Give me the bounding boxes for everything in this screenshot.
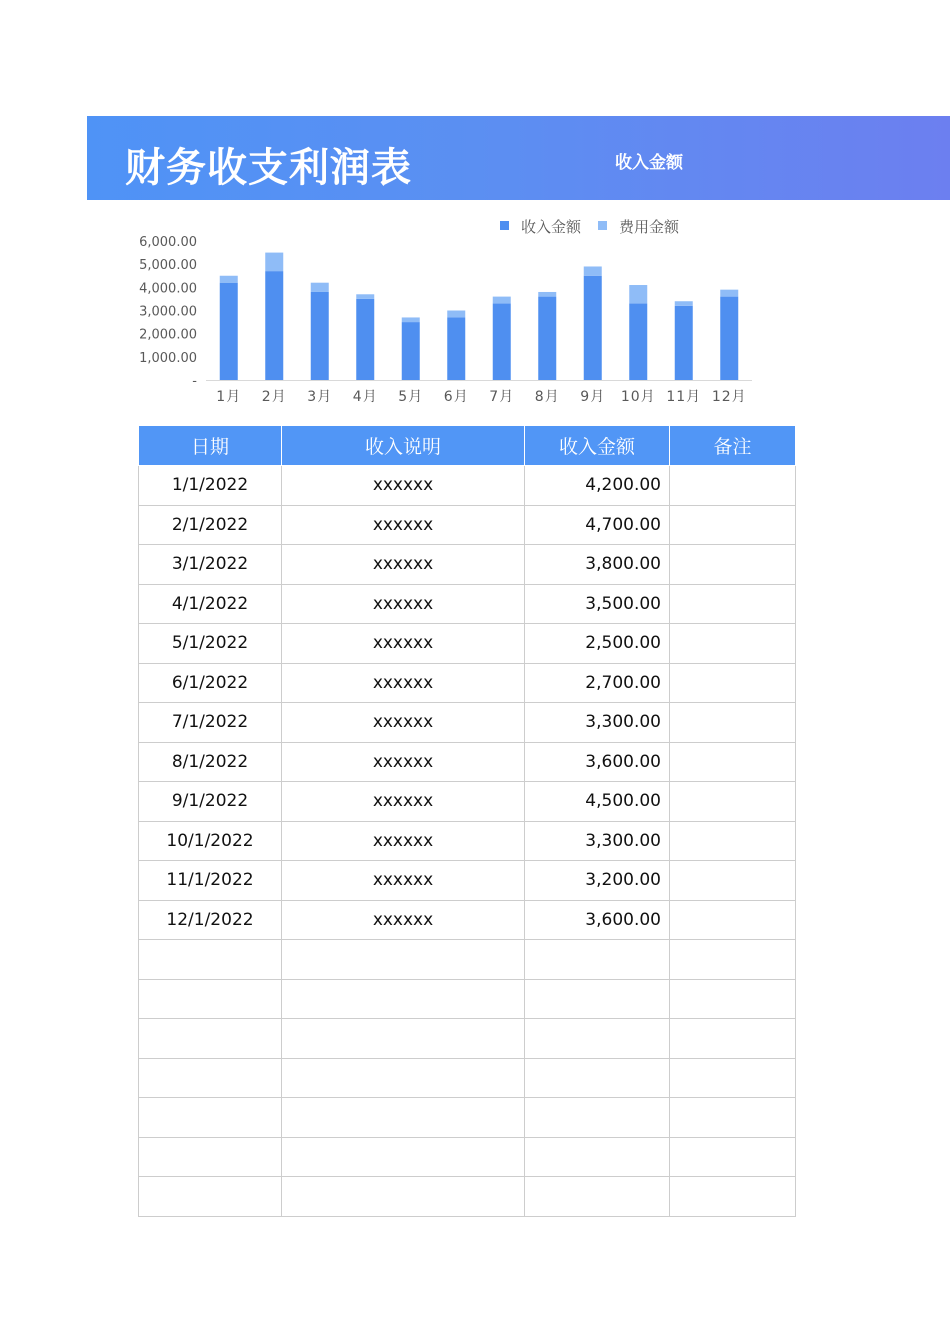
cell-note[interactable]: [670, 940, 796, 980]
cell-note[interactable]: [670, 742, 796, 782]
cell-note[interactable]: [670, 900, 796, 940]
expense-bar: [538, 292, 556, 297]
table-row: [139, 505, 796, 545]
cell-date[interactable]: 11/1/2022: [139, 861, 282, 901]
legend-expense-label: 费用金额: [619, 218, 680, 236]
cell-amount[interactable]: 4,500.00: [525, 782, 670, 822]
cell-note[interactable]: [670, 466, 796, 506]
cell-amount[interactable]: 3,200.00: [525, 861, 670, 901]
cell-note[interactable]: [670, 1137, 796, 1177]
x-tick-label: 6月: [443, 389, 469, 405]
cell-note[interactable]: [670, 821, 796, 861]
table-row: [139, 545, 796, 585]
income-bar: [265, 271, 283, 380]
table-row: [139, 1137, 796, 1177]
cell-description[interactable]: [282, 1019, 525, 1059]
expense-bar: [265, 253, 283, 272]
x-tick-label: 1月: [216, 389, 242, 405]
income-bar: [356, 299, 374, 380]
expense-bar: [220, 276, 238, 283]
cell-description[interactable]: xxxxxx: [282, 663, 525, 703]
cell-date[interactable]: 1/1/2022: [139, 466, 282, 506]
table-row: [139, 821, 796, 861]
expense-bar: [493, 297, 511, 304]
x-tick-label: 9月: [580, 389, 606, 405]
y-tick-label: 6,000.00: [139, 235, 197, 250]
cell-date[interactable]: 8/1/2022: [139, 742, 282, 782]
cell-date[interactable]: 7/1/2022: [139, 703, 282, 743]
cell-note[interactable]: [670, 1177, 796, 1217]
cell-note[interactable]: [670, 1019, 796, 1059]
table-row: [139, 466, 796, 506]
income-bar: [447, 317, 465, 380]
cell-note[interactable]: [670, 782, 796, 822]
income-bar: [402, 322, 420, 380]
cell-amount[interactable]: 3,500.00: [525, 584, 670, 624]
cell-date[interactable]: [139, 940, 282, 980]
cell-description[interactable]: [282, 940, 525, 980]
cell-date[interactable]: 6/1/2022: [139, 663, 282, 703]
expense-bar: [311, 283, 329, 292]
table-row: [139, 940, 796, 980]
cell-note[interactable]: [670, 703, 796, 743]
y-tick-label: 4,000.00: [139, 281, 197, 297]
legend-expense-swatch: [598, 221, 607, 230]
cell-description[interactable]: xxxxxx: [282, 545, 525, 585]
cell-amount[interactable]: 3,600.00: [525, 900, 670, 940]
cell-amount[interactable]: [525, 1177, 670, 1217]
cell-description[interactable]: xxxxxx: [282, 584, 525, 624]
table-row: [139, 584, 796, 624]
cell-amount[interactable]: [525, 1058, 670, 1098]
table-row: [139, 1019, 796, 1059]
cell-note[interactable]: [670, 584, 796, 624]
table-row: [139, 1098, 796, 1138]
y-tick-label: 1,000.00: [139, 350, 197, 366]
table-row: [139, 782, 796, 822]
cell-description[interactable]: xxxxxx: [282, 821, 525, 861]
cell-description[interactable]: [282, 1137, 525, 1177]
table-row: [139, 742, 796, 782]
income-bar: [629, 304, 647, 380]
cell-date[interactable]: 3/1/2022: [139, 545, 282, 585]
x-tick-label: 5月: [398, 389, 424, 405]
column-header-note: 备注: [670, 426, 796, 466]
x-tick-label: 11月: [666, 389, 702, 405]
table-row: [139, 663, 796, 703]
y-tick-label: 3,000.00: [139, 304, 197, 320]
cell-note[interactable]: [670, 979, 796, 1019]
cell-description[interactable]: xxxxxx: [282, 624, 525, 664]
cell-note[interactable]: [670, 505, 796, 545]
cell-amount[interactable]: 3,800.00: [525, 545, 670, 585]
column-header-description: 收入说明: [282, 426, 525, 466]
table-row: [139, 1058, 796, 1098]
cell-description[interactable]: xxxxxx: [282, 505, 525, 545]
table-row: [139, 900, 796, 940]
cell-date[interactable]: 12/1/2022: [139, 900, 282, 940]
cell-amount[interactable]: [525, 1098, 670, 1138]
cell-amount[interactable]: [525, 1019, 670, 1059]
cell-amount[interactable]: 4,700.00: [525, 505, 670, 545]
y-tick-label: 5,000.00: [139, 258, 197, 274]
x-tick-label: 3月: [307, 389, 333, 405]
cell-note[interactable]: [670, 624, 796, 664]
cell-date[interactable]: [139, 1177, 282, 1217]
x-tick-label: 2月: [261, 389, 287, 405]
table-row: [139, 1177, 796, 1217]
cell-amount[interactable]: 3,600.00: [525, 742, 670, 782]
cell-description[interactable]: xxxxxx: [282, 703, 525, 743]
cell-note[interactable]: [670, 1058, 796, 1098]
table-row: [139, 703, 796, 743]
cell-date[interactable]: [139, 979, 282, 1019]
cell-description[interactable]: xxxxxx: [282, 900, 525, 940]
cell-amount[interactable]: [525, 1137, 670, 1177]
cell-description[interactable]: [282, 1098, 525, 1138]
cell-note[interactable]: [670, 663, 796, 703]
income-bar: [220, 283, 238, 380]
cell-note[interactable]: [670, 861, 796, 901]
expense-bar: [629, 285, 647, 304]
y-tick-label: 2,000.00: [139, 327, 197, 343]
table-row: [139, 861, 796, 901]
cell-date[interactable]: 9/1/2022: [139, 782, 282, 822]
x-tick-label: 8月: [534, 389, 560, 405]
cell-amount[interactable]: [525, 940, 670, 980]
x-tick-label: 4月: [352, 389, 378, 405]
table-row: [139, 624, 796, 664]
legend-income-swatch: [500, 221, 509, 230]
cell-date[interactable]: 10/1/2022: [139, 821, 282, 861]
cell-note[interactable]: [670, 1098, 796, 1138]
x-tick-label: 10月: [620, 389, 656, 405]
cell-amount[interactable]: 3,300.00: [525, 703, 670, 743]
cell-date[interactable]: [139, 1019, 282, 1059]
cell-description[interactable]: [282, 1177, 525, 1217]
cell-description[interactable]: xxxxxx: [282, 861, 525, 901]
cell-date[interactable]: 4/1/2022: [139, 584, 282, 624]
cell-description[interactable]: [282, 979, 525, 1019]
column-header-amount: 收入金额: [525, 426, 670, 466]
column-header-date: 日期: [139, 426, 282, 466]
cell-date[interactable]: [139, 1137, 282, 1177]
cell-amount[interactable]: 2,500.00: [525, 624, 670, 664]
income-bar: [720, 297, 738, 380]
x-tick-label: 7月: [489, 389, 515, 405]
cell-amount[interactable]: 4,200.00: [525, 466, 670, 506]
x-tick-label: 12月: [711, 389, 747, 405]
expense-bar: [356, 294, 374, 299]
cell-description[interactable]: [282, 1058, 525, 1098]
table-header-row: [139, 426, 796, 466]
expense-bar: [584, 266, 602, 275]
cell-date[interactable]: 2/1/2022: [139, 505, 282, 545]
cell-date[interactable]: [139, 1098, 282, 1138]
income-bar: [584, 276, 602, 380]
cell-date[interactable]: 5/1/2022: [139, 624, 282, 664]
title-banner: [87, 116, 950, 200]
income-bar: [675, 306, 693, 380]
cell-amount[interactable]: 3,300.00: [525, 821, 670, 861]
income-bar: [311, 292, 329, 380]
y-tick-label: -: [192, 374, 197, 389]
income-bar: [493, 304, 511, 380]
income-bar: [538, 297, 556, 380]
cell-description[interactable]: xxxxxx: [282, 782, 525, 822]
cell-amount[interactable]: [525, 979, 670, 1019]
page-title: 财务收支利润表: [125, 145, 412, 191]
expense-bar: [675, 301, 693, 306]
income-table: [138, 425, 796, 1217]
cell-note[interactable]: [670, 545, 796, 585]
cell-date[interactable]: [139, 1058, 282, 1098]
expense-bar: [447, 311, 465, 318]
banner-subtitle: 收入金额: [615, 153, 683, 173]
income-expense-chart: [120, 208, 770, 413]
expense-bar: [402, 317, 420, 322]
cell-amount[interactable]: 2,700.00: [525, 663, 670, 703]
cell-description[interactable]: xxxxxx: [282, 742, 525, 782]
expense-bar: [720, 290, 738, 297]
table-row: [139, 979, 796, 1019]
cell-description[interactable]: xxxxxx: [282, 466, 525, 506]
legend-income-label: 收入金额: [521, 218, 582, 236]
